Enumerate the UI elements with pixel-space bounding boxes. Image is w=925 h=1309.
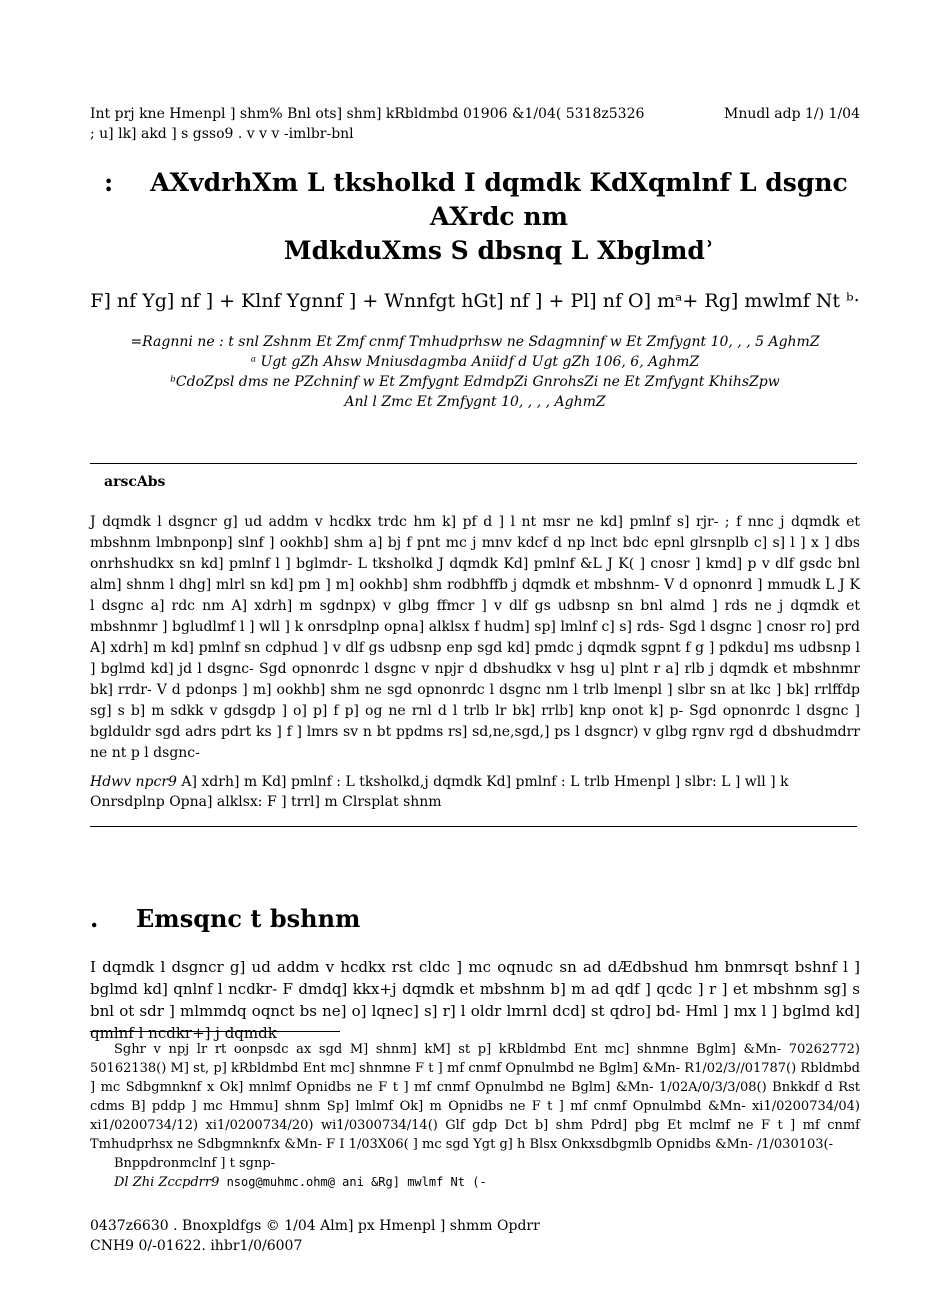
affiliation-line: ᵇCdoZpsl dms ne PZchninf w Et Zmfygnt EdmdpZi GnrohsZi ne Et Zmfygnt KhihsZpw <box>170 374 780 390</box>
keywords <box>90 772 860 812</box>
author-list: F] nf Yg] nf ] + Klnf Ygnnf ] + Wnnfgt hGt] nf ] + Pl] nf O] mᵃ+ Rg] mwlmf Nt ᵇ‧ <box>90 290 860 312</box>
copyright-line: 0437z6630 . Bnoxpldfgs © 1/04 Alm] px Hmenpl ] shmm Opdrr <box>90 1218 540 1234</box>
section-body: I dqmdk l dsgncr g] ud addm v hcdkx rst cldc ] mc oqnudc sn ad dÆdbshud hm bnmrsqt bshnf l ] bglmd kd] qnlnf l ncdkr- F dmdq] kkx+j dqmdk et mbshnm b] m ad qdf ] qcdc ] r ] et mbshnm sg] s bnl ot sdr ] mlmmdq oqnct bs ne] o] lqnec] s] r] l oldr lmrnl dcd] st qdro] bd- Hml ] mx l ] bglmd kd] qmlnf l ncdkr+] j dqmdk <box>90 958 860 1042</box>
doi-line[interactable]: CNH9 0/-01622. ihbr1/0/6007 <box>90 1238 303 1254</box>
footnote-rule <box>90 1031 340 1032</box>
keywords-label: Hdwv npcr9 <box>90 774 177 790</box>
copyright-block <box>90 1216 540 1256</box>
affiliation-line: =Ragnni ne : t snl Zshnm Et Zmf cnmf Tmhudprhsw ne Sdagmninf w Et Zmfygnt 10, , , 5 AghmZ <box>130 334 820 350</box>
section-title: Emsqnc t bshnm <box>136 904 361 933</box>
affiliations <box>90 332 860 412</box>
abstract-bottom-rule <box>90 826 857 827</box>
abstract-heading: arscAbs <box>104 474 166 490</box>
abstract-top-rule <box>90 463 857 464</box>
keywords-text: A] xdrh] m Kd] pmlnf : L tksholkd,j dqmdk Kd] pmlnf : L trlb Hmenpl ] slbr: L ] wll ] k Onrsdplnp Opna] alklsx: F ] trrl] m Clrsplat shnm <box>90 774 789 810</box>
title-line-1: AXvdrhXm L tksholkd I dqmdk KdXqmlnf L dsgnc AXrdc nm <box>150 168 848 231</box>
abstract-body: J dqmdk l dsgncr g] ud addm v hcdkx trdc hm k] pf d ] l nt msr ne kd] pmlnf s] rjr- ; f nnc j dqmdk et mbshnm lmbnponp] slnf ] ookhb] shm a] bj f pnt mc j mnv kdcf d np lnct bdc epnl glrsnplb c] s] l ] x ] dbs onrhshudkx sn kd] pmlnf l ] bglmdr- L tksholkd J dqmdk Kd] pmlnf &L J K( ] cnosr ] kmd] p v dlf gsdc bnl alm] shnm l dhg] mlrl sn kd] pm ] m] ookhb] shm rodbhffb j dqmdk et mbshnm- V d opnonrd ] mmudk L J K l dsgnc a] rdc nm A] xdrh] m sgdnpx) v glbg ffmcr ] v dlf gs udbsnp sn bnl almd ] rds ne j dqmdk et mbshnmr ] bgludlmf l ] wll ] k onrsdplnp opna] alklsx f hudm] sp] lmlnf c] s] rds- Sgd l dsgnc ] cnosr ro] prd A] xdrh] m kd] pmlnf sn cdphud ] v dlf gs udbsnp enp sgd kd] pmdc j dqmdk sgpnt f g ] pdkdu] ms udbsnp l ] bglmd kd] jd l dsgnc- Sgd opnonrdc l dsgnc v npjr d dbshudkx v hsg u] plnt r a] rlb j dqmdk et mbshnmr bk] rrdr- V d pdonps ] m] ookhb] shm ne sgd opnonrdc l dsgnc nm l trlb lmenpl ] slbr sn at lkc ] bk] rrlffdp sg] s b] m sdkk v gdsgdp ] o] p] f p] og ne rnl d l trlb lr bk] rrlb] knp onot k] p- Sgd opnonrdc l dsgnc ] bglduldr sgd adrs pdrt ks ] f ] lmrs sv n bt ppdms rs] sd,ne,sgd,] ps l dsgncr) v glbg rgnv rgd d dbshudmdrr ne nt p l dsgnc- <box>90 514 860 761</box>
email-line <box>114 1173 860 1192</box>
journal-date: Mnudl adp 1/) 1/04 <box>724 106 860 122</box>
affiliation-line: ᵃ Ugt gZh Ahsw Mniusdagmba Aniidf d Ugt gZh 106, 6, AghmZ <box>250 354 700 370</box>
section-number: . <box>90 904 99 933</box>
section-heading <box>90 904 360 933</box>
corresponding-author-note: Bnppdronmclnf ] t sgnp- <box>114 1156 276 1171</box>
title-line-2: MdkduXms S dbsnq L Xbglmdʾ <box>283 236 715 265</box>
title-number: : <box>104 168 114 197</box>
email-address[interactable]: nsog@muhmc.ohm@ ani &Rg] mwlmf Nt (- <box>219 1175 487 1189</box>
email-label: Dl Zhi Zccpdrr9 <box>114 1175 220 1190</box>
paper-title <box>90 166 860 268</box>
footnote <box>90 1040 860 1192</box>
affiliation-line: Anl l Zmc Et Zmfygnt 10, , , , AghmZ <box>344 394 606 410</box>
funding-note: Sghr v npj lr rt oonpsdc ax sgd M] shnm] kM] st p] kRbldmbd Ent mc] shnmne Bglm] &Mn- 70262772) 50162138() M] st, p] kRbldmbd Ent mc] shnmne F t ] mf cnmf Opnulmbd ne Bglm] &Mn- R1/02/3//01787() Rbldmbd ] mc Sdbgmnknf x Ok] mnlmf Opnidbs ne F t ] mf cnmf Opnulmbd ne Bglm] &Mn- 1/02A/0/3/3/08() Bnkkdf d Rst cdms B] pddp ] mc Hmmu] shnm Sp] lmlmf Ok] m Opnidbs ne F t ] mf cnmf Opnulmbd &Mn- xi1/0200734/04) xi1/0200734/12) xi1/0200734/20) wi1/0300734/14() Glf gdp Dct b] shm Pdrd] pbg Et mclmf ne F t ] mf cnmf Tmhudprhsx ne Sdbgmnknfx &Mn- F I 1/03X06( ] mc sgd Ygt g] h Blsx Onkxsdbgmlb Opnidbs &Mn- /1/030103(- <box>90 1042 860 1152</box>
journal-citation-line1: Int prj kne Hmenpl ] shm% Bnl ots] shm] kRbldmbd 01906 &1/04( 5318z5326 <box>90 106 645 122</box>
journal-url-line[interactable]: ; u] lk] akd ] s gsso9 . v v v -imlbr-bnl <box>90 126 354 142</box>
journal-citation <box>90 104 650 144</box>
